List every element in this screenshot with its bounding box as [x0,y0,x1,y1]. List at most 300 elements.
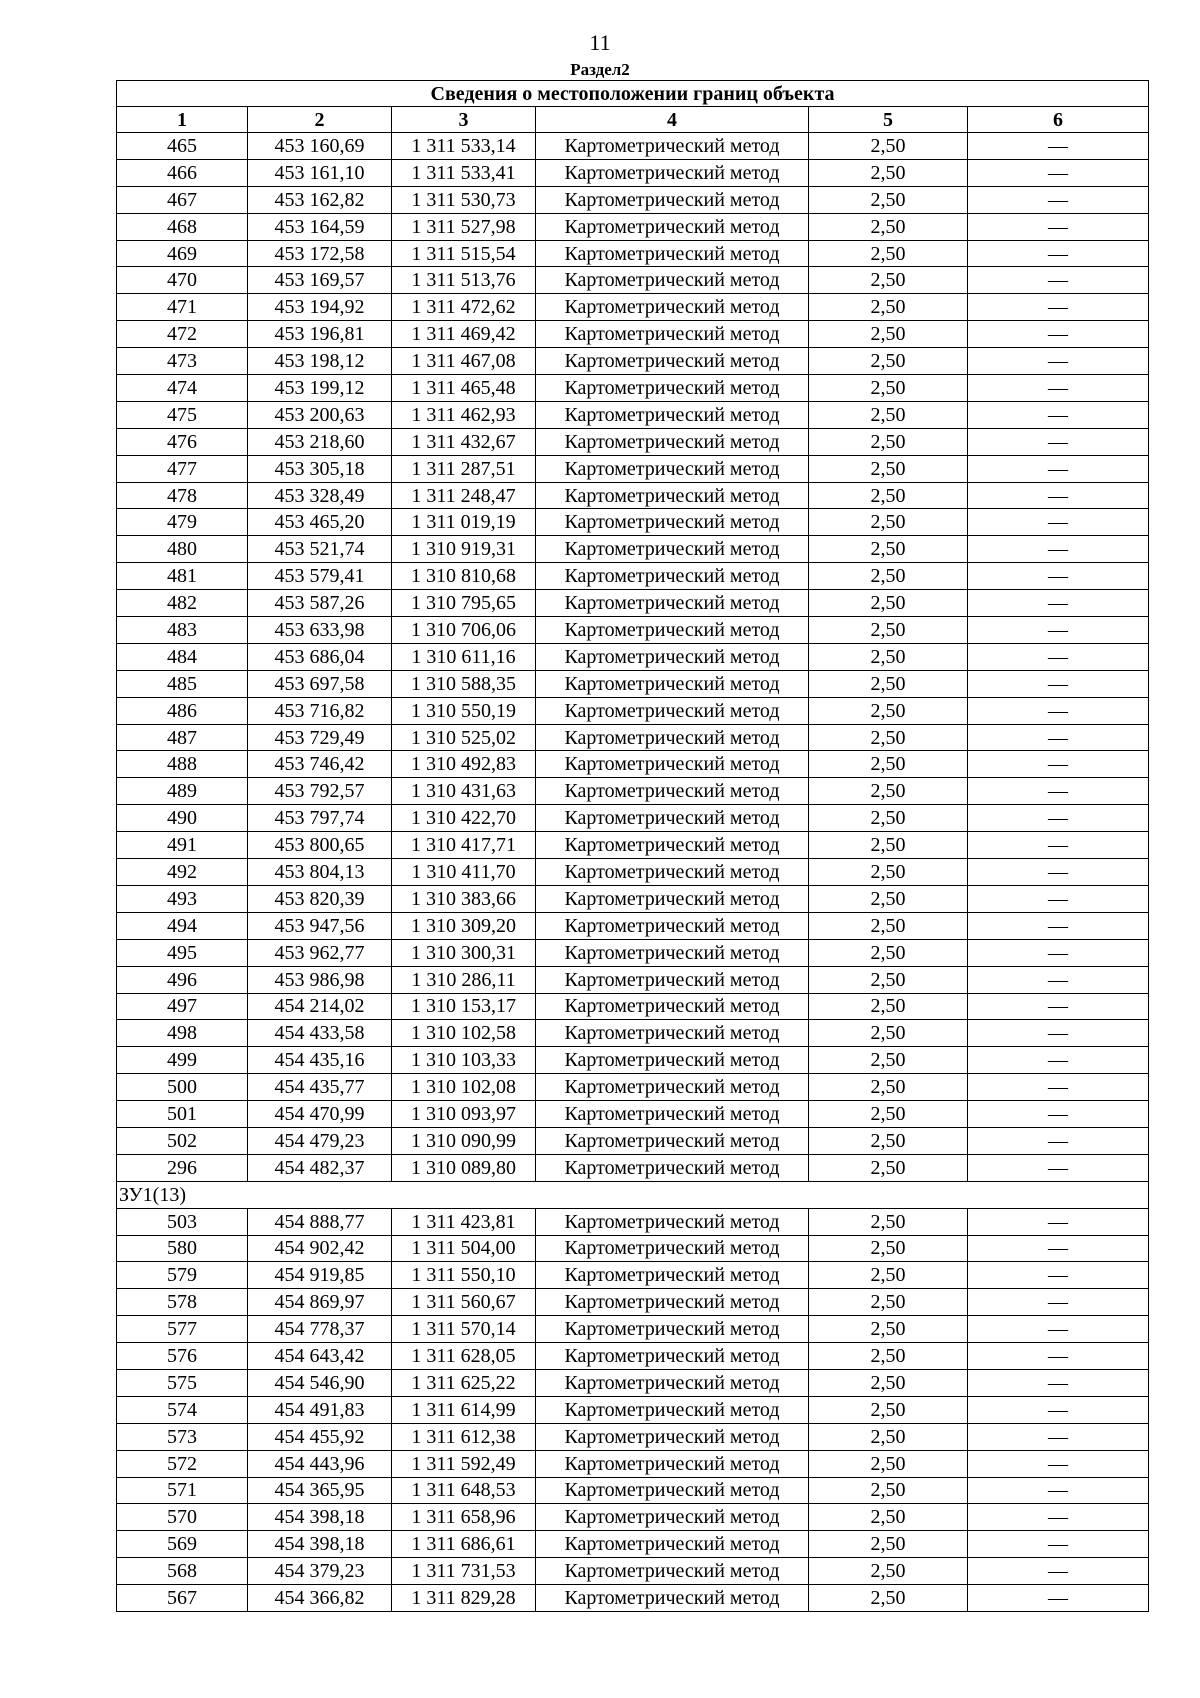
point-number-cell: 501 [117,1101,248,1128]
method-cell: Картометрический метод [536,1101,809,1128]
method-cell: Картометрический метод [536,724,809,751]
point-number-cell: 579 [117,1262,248,1289]
x-coordinate-cell: 454 435,77 [248,1074,392,1101]
accuracy-cell: 2,50 [809,1047,968,1074]
point-number-cell: 466 [117,159,248,186]
method-cell: Картометрический метод [536,1423,809,1450]
method-cell: Картометрический метод [536,401,809,428]
method-cell: Картометрический метод [536,563,809,590]
y-coordinate-cell: 1 311 423,81 [392,1208,536,1235]
y-coordinate-cell: 1 310 300,31 [392,939,536,966]
group-row [117,1181,1149,1208]
x-coordinate-cell: 453 729,49 [248,724,392,751]
accuracy-cell: 2,50 [809,267,968,294]
method-cell: Картометрический метод [536,186,809,213]
point-number-cell: 570 [117,1504,248,1531]
y-coordinate-cell: 1 311 612,38 [392,1423,536,1450]
accuracy-cell: 2,50 [809,1289,968,1316]
method-cell: Картометрический метод [536,1450,809,1477]
description-cell: — [968,428,1149,455]
method-cell: Картометрический метод [536,805,809,832]
x-coordinate-cell: 454 435,16 [248,1047,392,1074]
point-number-cell: 567 [117,1585,248,1612]
x-coordinate-cell: 454 366,82 [248,1585,392,1612]
table-row [117,859,1149,886]
description-cell: — [968,859,1149,886]
point-number-cell: 475 [117,401,248,428]
y-coordinate-cell: 1 311 530,73 [392,186,536,213]
accuracy-cell: 2,50 [809,1504,968,1531]
x-coordinate-cell: 453 199,12 [248,375,392,402]
method-cell: Картометрический метод [536,912,809,939]
x-coordinate-cell: 453 587,26 [248,590,392,617]
x-coordinate-cell: 454 443,96 [248,1450,392,1477]
table-row [117,133,1149,160]
y-coordinate-cell: 1 310 093,97 [392,1101,536,1128]
description-cell: — [968,267,1149,294]
accuracy-cell: 2,50 [809,1585,968,1612]
y-coordinate-cell: 1 310 795,65 [392,590,536,617]
table-row [117,482,1149,509]
x-coordinate-cell: 454 398,18 [248,1504,392,1531]
column-number-4: 4 [536,107,809,133]
table-row [117,240,1149,267]
point-number-cell: 481 [117,563,248,590]
method-cell: Картометрический метод [536,590,809,617]
y-coordinate-cell: 1 311 504,00 [392,1235,536,1262]
point-number-cell: 487 [117,724,248,751]
description-cell: — [968,1316,1149,1343]
method-cell: Картометрический метод [536,240,809,267]
accuracy-cell: 2,50 [809,617,968,644]
accuracy-cell: 2,50 [809,1531,968,1558]
y-coordinate-cell: 1 311 533,14 [392,133,536,160]
description-cell: — [968,751,1149,778]
y-coordinate-cell: 1 311 432,67 [392,428,536,455]
table-row [117,966,1149,993]
accuracy-cell: 2,50 [809,213,968,240]
x-coordinate-cell: 453 169,57 [248,267,392,294]
y-coordinate-cell: 1 311 628,05 [392,1343,536,1370]
y-coordinate-cell: 1 311 515,54 [392,240,536,267]
point-number-cell: 483 [117,617,248,644]
y-coordinate-cell: 1 310 422,70 [392,805,536,832]
y-coordinate-cell: 1 311 625,22 [392,1369,536,1396]
point-number-cell: 573 [117,1423,248,1450]
table-row [117,1558,1149,1585]
table-row [117,724,1149,751]
table-row [117,1369,1149,1396]
table-row [117,455,1149,482]
x-coordinate-cell: 453 198,12 [248,348,392,375]
x-coordinate-cell: 453 792,57 [248,778,392,805]
x-coordinate-cell: 454 869,97 [248,1289,392,1316]
table-row [117,885,1149,912]
accuracy-cell: 2,50 [809,133,968,160]
accuracy-cell: 2,50 [809,294,968,321]
table-row [117,832,1149,859]
method-cell: Картометрический метод [536,1020,809,1047]
table-row [117,1423,1149,1450]
x-coordinate-cell: 453 196,81 [248,321,392,348]
method-cell: Картометрический метод [536,509,809,536]
description-cell: — [968,186,1149,213]
y-coordinate-cell: 1 311 462,93 [392,401,536,428]
table-row [117,213,1149,240]
point-number-cell: 578 [117,1289,248,1316]
point-number-cell: 576 [117,1343,248,1370]
description-cell: — [968,133,1149,160]
x-coordinate-cell: 454 546,90 [248,1369,392,1396]
y-coordinate-cell: 1 311 248,47 [392,482,536,509]
column-number-3: 3 [392,107,536,133]
method-cell: Картометрический метод [536,1127,809,1154]
table-row [117,1047,1149,1074]
y-coordinate-cell: 1 310 089,80 [392,1154,536,1181]
x-coordinate-cell: 454 214,02 [248,993,392,1020]
y-coordinate-cell: 1 311 513,76 [392,267,536,294]
point-number-cell: 493 [117,885,248,912]
accuracy-cell: 2,50 [809,912,968,939]
table-row [117,617,1149,644]
description-cell: — [968,885,1149,912]
description-cell: — [968,536,1149,563]
accuracy-cell: 2,50 [809,240,968,267]
method-cell: Картометрический метод [536,375,809,402]
table-row [117,643,1149,670]
table-row [117,428,1149,455]
x-coordinate-cell: 453 218,60 [248,428,392,455]
point-number-cell: 569 [117,1531,248,1558]
table-row [117,1585,1149,1612]
table-row [117,912,1149,939]
table-row [117,1504,1149,1531]
y-coordinate-cell: 1 311 533,41 [392,159,536,186]
point-number-cell: 469 [117,240,248,267]
x-coordinate-cell: 453 162,82 [248,186,392,213]
method-cell: Картометрический метод [536,1396,809,1423]
method-cell: Картометрический метод [536,1047,809,1074]
method-cell: Картометрический метод [536,1154,809,1181]
point-number-cell: 486 [117,697,248,724]
table-row [117,348,1149,375]
table-row [117,1154,1149,1181]
accuracy-cell: 2,50 [809,536,968,563]
point-number-cell: 474 [117,375,248,402]
method-cell: Картометрический метод [536,617,809,644]
y-coordinate-cell: 1 311 469,42 [392,321,536,348]
description-cell: — [968,1343,1149,1370]
method-cell: Картометрический метод [536,482,809,509]
x-coordinate-cell: 454 433,58 [248,1020,392,1047]
method-cell: Картометрический метод [536,1235,809,1262]
x-coordinate-cell: 453 804,13 [248,859,392,886]
x-coordinate-cell: 454 491,83 [248,1396,392,1423]
point-number-cell: 571 [117,1477,248,1504]
accuracy-cell: 2,50 [809,401,968,428]
point-number-cell: 477 [117,455,248,482]
description-cell: — [968,509,1149,536]
method-cell: Картометрический метод [536,1343,809,1370]
accuracy-cell: 2,50 [809,1262,968,1289]
accuracy-cell: 2,50 [809,1154,968,1181]
y-coordinate-cell: 1 311 614,99 [392,1396,536,1423]
accuracy-cell: 2,50 [809,1020,968,1047]
y-coordinate-cell: 1 310 417,71 [392,832,536,859]
accuracy-cell: 2,50 [809,428,968,455]
method-cell: Картометрический метод [536,993,809,1020]
accuracy-cell: 2,50 [809,482,968,509]
accuracy-cell: 2,50 [809,455,968,482]
table-row [117,294,1149,321]
description-cell: — [968,1020,1149,1047]
x-coordinate-cell: 454 919,85 [248,1262,392,1289]
accuracy-cell: 2,50 [809,375,968,402]
table-row [117,1289,1149,1316]
point-number-cell: 495 [117,939,248,966]
table-title: Сведения о местоположении границ объекта [117,81,1149,107]
y-coordinate-cell: 1 310 383,66 [392,885,536,912]
point-number-cell: 494 [117,912,248,939]
description-cell: — [968,778,1149,805]
description-cell: — [968,670,1149,697]
x-coordinate-cell: 453 305,18 [248,455,392,482]
x-coordinate-cell: 453 161,10 [248,159,392,186]
method-cell: Картометрический метод [536,428,809,455]
method-cell: Картометрический метод [536,348,809,375]
x-coordinate-cell: 454 398,18 [248,1531,392,1558]
description-cell: — [968,1047,1149,1074]
method-cell: Картометрический метод [536,885,809,912]
method-cell: Картометрический метод [536,1558,809,1585]
point-number-cell: 492 [117,859,248,886]
table-row [117,670,1149,697]
x-coordinate-cell: 453 633,98 [248,617,392,644]
description-cell: — [968,375,1149,402]
y-coordinate-cell: 1 311 560,67 [392,1289,536,1316]
description-cell: — [968,563,1149,590]
group-label: ЗУ1(13) [117,1181,1149,1208]
method-cell: Картометрический метод [536,1369,809,1396]
x-coordinate-cell: 453 194,92 [248,294,392,321]
description-cell: — [968,1127,1149,1154]
y-coordinate-cell: 1 310 706,06 [392,617,536,644]
point-number-cell: 472 [117,321,248,348]
description-cell: — [968,1477,1149,1504]
y-coordinate-cell: 1 310 102,58 [392,1020,536,1047]
table-row [117,536,1149,563]
boundary-coordinates-table [116,80,1149,1612]
description-cell: — [968,993,1149,1020]
table-row [117,267,1149,294]
method-cell: Картометрический метод [536,643,809,670]
method-cell: Картометрический метод [536,213,809,240]
table-row [117,321,1149,348]
point-number-cell: 490 [117,805,248,832]
method-cell: Картометрический метод [536,133,809,160]
y-coordinate-cell: 1 310 919,31 [392,536,536,563]
description-cell: — [968,1531,1149,1558]
y-coordinate-cell: 1 311 592,49 [392,1450,536,1477]
point-number-cell: 502 [117,1127,248,1154]
point-number-cell: 503 [117,1208,248,1235]
method-cell: Картометрический метод [536,1531,809,1558]
table-row [117,1262,1149,1289]
x-coordinate-cell: 454 455,92 [248,1423,392,1450]
y-coordinate-cell: 1 310 611,16 [392,643,536,670]
description-cell: — [968,1369,1149,1396]
x-coordinate-cell: 453 521,74 [248,536,392,563]
point-number-cell: 484 [117,643,248,670]
description-cell: — [968,617,1149,644]
table-row [117,590,1149,617]
table-row [117,1101,1149,1128]
method-cell: Картометрический метод [536,1477,809,1504]
x-coordinate-cell: 453 962,77 [248,939,392,966]
accuracy-cell: 2,50 [809,1208,968,1235]
y-coordinate-cell: 1 311 648,53 [392,1477,536,1504]
x-coordinate-cell: 453 986,98 [248,966,392,993]
description-cell: — [968,1101,1149,1128]
y-coordinate-cell: 1 311 686,61 [392,1531,536,1558]
x-coordinate-cell: 454 888,77 [248,1208,392,1235]
accuracy-cell: 2,50 [809,1235,968,1262]
column-number-6: 6 [968,107,1149,133]
accuracy-cell: 2,50 [809,643,968,670]
accuracy-cell: 2,50 [809,993,968,1020]
x-coordinate-cell: 453 797,74 [248,805,392,832]
description-cell: — [968,240,1149,267]
method-cell: Картометрический метод [536,1208,809,1235]
table-row [117,1396,1149,1423]
method-cell: Картометрический метод [536,294,809,321]
accuracy-cell: 2,50 [809,724,968,751]
accuracy-cell: 2,50 [809,697,968,724]
accuracy-cell: 2,50 [809,186,968,213]
accuracy-cell: 2,50 [809,563,968,590]
point-number-cell: 488 [117,751,248,778]
accuracy-cell: 2,50 [809,1396,968,1423]
method-cell: Картометрический метод [536,1262,809,1289]
description-cell: — [968,1235,1149,1262]
y-coordinate-cell: 1 310 309,20 [392,912,536,939]
description-cell: — [968,401,1149,428]
description-cell: — [968,213,1149,240]
method-cell: Картометрический метод [536,159,809,186]
x-coordinate-cell: 453 686,04 [248,643,392,670]
y-coordinate-cell: 1 310 103,33 [392,1047,536,1074]
description-cell: — [968,482,1149,509]
accuracy-cell: 2,50 [809,1423,968,1450]
table-row [117,697,1149,724]
y-coordinate-cell: 1 311 019,19 [392,509,536,536]
description-cell: — [968,697,1149,724]
accuracy-cell: 2,50 [809,832,968,859]
y-coordinate-cell: 1 311 472,62 [392,294,536,321]
table-body [117,133,1149,1612]
y-coordinate-cell: 1 311 467,08 [392,348,536,375]
section-label: Раздел2 [570,60,630,79]
method-cell: Картометрический метод [536,1289,809,1316]
method-cell: Картометрический метод [536,321,809,348]
table-row [117,939,1149,966]
description-cell: — [968,1208,1149,1235]
table-row [117,1074,1149,1101]
accuracy-cell: 2,50 [809,778,968,805]
description-cell: — [968,321,1149,348]
accuracy-cell: 2,50 [809,670,968,697]
point-number-cell: 575 [117,1369,248,1396]
point-number-cell: 568 [117,1558,248,1585]
description-cell: — [968,348,1149,375]
y-coordinate-cell: 1 311 527,98 [392,213,536,240]
accuracy-cell: 2,50 [809,1343,968,1370]
table-row [117,1235,1149,1262]
accuracy-cell: 2,50 [809,348,968,375]
description-cell: — [968,1558,1149,1585]
description-cell: — [968,159,1149,186]
point-number-cell: 497 [117,993,248,1020]
accuracy-cell: 2,50 [809,859,968,886]
point-number-cell: 470 [117,267,248,294]
column-number-1: 1 [117,107,248,133]
x-coordinate-cell: 453 800,65 [248,832,392,859]
y-coordinate-cell: 1 310 492,83 [392,751,536,778]
table-row [117,375,1149,402]
point-number-cell: 577 [117,1316,248,1343]
y-coordinate-cell: 1 310 810,68 [392,563,536,590]
description-cell: — [968,1289,1149,1316]
table-title-row [117,81,1149,107]
point-number-cell: 482 [117,590,248,617]
method-cell: Картометрический метод [536,697,809,724]
x-coordinate-cell: 454 482,37 [248,1154,392,1181]
table-row [117,401,1149,428]
accuracy-cell: 2,50 [809,1558,968,1585]
table-row [117,563,1149,590]
accuracy-cell: 2,50 [809,805,968,832]
description-cell: — [968,724,1149,751]
x-coordinate-cell: 453 172,58 [248,240,392,267]
point-number-cell: 476 [117,428,248,455]
point-number-cell: 465 [117,133,248,160]
column-number-row [117,107,1149,133]
point-number-cell: 473 [117,348,248,375]
point-number-cell: 498 [117,1020,248,1047]
x-coordinate-cell: 454 470,99 [248,1101,392,1128]
method-cell: Картометрический метод [536,536,809,563]
table-row [117,1343,1149,1370]
accuracy-cell: 2,50 [809,1450,968,1477]
point-number-cell: 467 [117,186,248,213]
accuracy-cell: 2,50 [809,159,968,186]
description-cell: — [968,805,1149,832]
y-coordinate-cell: 1 310 588,35 [392,670,536,697]
accuracy-cell: 2,50 [809,509,968,536]
y-coordinate-cell: 1 310 090,99 [392,1127,536,1154]
point-number-cell: 471 [117,294,248,321]
description-cell: — [968,1262,1149,1289]
method-cell: Картометрический метод [536,939,809,966]
description-cell: — [968,1154,1149,1181]
description-cell: — [968,294,1149,321]
column-number-5: 5 [809,107,968,133]
y-coordinate-cell: 1 311 550,10 [392,1262,536,1289]
point-number-cell: 468 [117,213,248,240]
method-cell: Картометрический метод [536,966,809,993]
y-coordinate-cell: 1 310 411,70 [392,859,536,886]
table-row [117,1020,1149,1047]
